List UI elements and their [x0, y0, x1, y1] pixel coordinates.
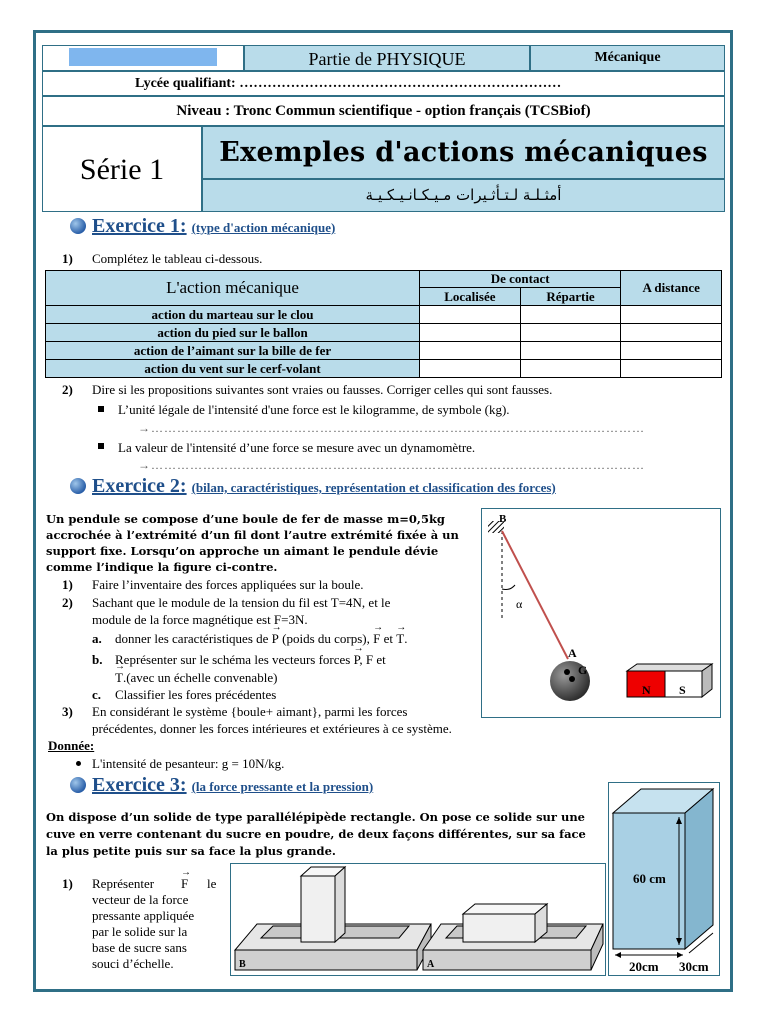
ex2-a-end: .	[404, 631, 408, 646]
ex1-answer-line-2[interactable]: →……………………………………………………………………………………………………	[138, 458, 645, 472]
table-cell[interactable]	[621, 342, 722, 360]
ex3-q1-line-1: vecteur de la force	[92, 892, 189, 907]
ex3-q1-line-5: souci d’échelle.	[92, 956, 174, 971]
ex3-title-text: Exercice 3:	[92, 774, 187, 796]
ex3-q1-num: 1)	[62, 876, 73, 891]
ex2-subtitle: (bilan, caractéristiques, représentation et classification des forces)	[191, 480, 556, 495]
solid-dimensions-figure	[608, 782, 720, 976]
ex1-prop2: La valeur de l'intensité d’une force se mesure avec un dynamomètre.	[118, 440, 476, 455]
header-serie: Série 1	[79, 153, 165, 186]
ex2-q3b: précédentes, donner les forces intérieures et extérieures à ce système.	[92, 721, 452, 736]
ex2-intro-2: accrochée à l’extrémité d’un fil dont l’autre extrémité fixée à un	[46, 528, 459, 542]
header-title: Exemples d'actions mécaniques	[219, 137, 708, 168]
ex1-subtitle: (type d'action mécanique)	[191, 220, 336, 235]
ex2-b-label: b.	[92, 652, 103, 667]
ex3-subtitle: (la force pressante et la pression)	[191, 779, 374, 794]
ex3-q1-line-3: par le solide sur la	[92, 924, 188, 939]
ex1-q2: Dire si les propositions suivantes sont vraies ou fausses. Corriger celles qui sont fausses.	[92, 382, 553, 397]
ex3-intro-1: On dispose d’un solide de type parallélépipède rectangle. On pose ce solide sur une	[46, 810, 586, 824]
ex1-table	[45, 270, 722, 378]
solid-b-front	[301, 876, 335, 942]
ex2-q2-num: 2)	[62, 595, 73, 610]
table-cell[interactable]	[520, 306, 621, 324]
ex2-c: Classifier les fores précédentes	[115, 687, 277, 702]
ex2-c-label: c.	[92, 687, 102, 702]
table-row	[46, 360, 722, 378]
placement-svg	[231, 864, 605, 975]
point-a-dot	[564, 669, 570, 675]
ex2-q1-num: 1)	[62, 577, 73, 592]
row-label: action du vent sur le cerf-volant	[46, 360, 420, 378]
label-b: B	[499, 513, 507, 525]
ex2-b	[115, 652, 386, 668]
header-logo-cell	[42, 45, 244, 71]
col-action-header: L'action mécanique	[46, 271, 420, 306]
col-localisee-header: Localisée	[420, 288, 521, 306]
col-repartie-header: Répartie	[520, 288, 621, 306]
ex2-q2b: module de la force magnétique est F=3N.	[92, 612, 308, 627]
table-cell[interactable]	[520, 360, 621, 378]
ex1-title-text: Exercice 1:	[92, 215, 187, 237]
lycee-dots: ……………………………………………………………	[239, 76, 562, 91]
col-contact-header: De contact	[420, 271, 621, 288]
vector-p: → P	[272, 631, 279, 647]
header-mecanique: Mécanique	[594, 50, 661, 65]
ex1-prop1: L’unité légale de l'intensité d'une force est le kilogramme, de symbole (kg).	[118, 402, 510, 417]
header-arabic-title: أمثـلـة لـتـأثـيرات مـيـكـانـيـكـيـة	[365, 186, 562, 204]
ex1-bullet-icon	[70, 218, 86, 234]
ex3-title	[92, 774, 373, 797]
ex1-q1: Complétez le tableau ci-dessous.	[92, 251, 263, 266]
ex2-b-et: et	[373, 652, 386, 667]
ex2-a-et: et	[380, 631, 397, 646]
table-row	[46, 324, 722, 342]
header-niveau-cell	[42, 96, 725, 126]
ex1-q1-num: 1)	[62, 251, 73, 266]
table-cell[interactable]	[420, 360, 521, 378]
row-label: action du pied sur le ballon	[46, 324, 420, 342]
ex2-a-mid: (poids du corps),	[278, 631, 374, 646]
ex2-a-label: a.	[92, 631, 102, 646]
solid-side-face	[685, 789, 713, 949]
col-distance-header: A distance	[621, 271, 722, 306]
table-cell[interactable]	[420, 306, 521, 324]
vector-t: → T	[115, 670, 123, 686]
solid-b-side	[335, 867, 345, 942]
table-cell[interactable]	[420, 342, 521, 360]
solid-a-front	[463, 914, 535, 942]
ex1-q2-num: 2)	[62, 382, 73, 397]
row-label: action de l’aimant sur la bille de fer	[46, 342, 420, 360]
ex2-g: L'intensité de pesanteur: g = 10N/kg.	[92, 756, 285, 771]
ex3-q1-line-0: Représenter	[92, 876, 155, 891]
ex3-q1-line-2: pressante appliquée	[92, 908, 195, 923]
vector-p-f: → P, F	[354, 652, 374, 668]
width-arrow-right	[677, 952, 683, 958]
header-mecanique-cell	[530, 45, 725, 71]
table-cell[interactable]	[621, 306, 722, 324]
ex3-q1-line-4: base de sucre sans	[92, 940, 187, 955]
vector-f: → F	[181, 876, 188, 892]
ex1-title	[92, 215, 335, 238]
label-a: A	[427, 959, 435, 970]
vector-t: → T	[396, 631, 404, 647]
ex1-answer-line-1[interactable]: →……………………………………………………………………………………………………	[138, 421, 645, 435]
table-row	[46, 342, 722, 360]
label-depth: 30cm	[679, 959, 709, 974]
header-partie: Partie de PHYSIQUE	[308, 49, 466, 69]
table-cell[interactable]	[420, 324, 521, 342]
ex2-b-text: Représenter sur le schéma les vecteurs forces	[115, 652, 354, 667]
header-lycee	[135, 76, 561, 92]
label-alpha: α	[516, 597, 523, 611]
pendulum-figure	[481, 508, 721, 718]
table-cell[interactable]	[520, 324, 621, 342]
label-n: N	[642, 683, 651, 697]
vector-f: → F	[373, 631, 380, 647]
ex2-b-line2	[115, 670, 277, 686]
ex3-intro-3: la plus petite puis sur sa face la plus grande.	[46, 844, 336, 858]
ex2-q2a: Sachant que le module de la tension du fil est T=4N, et le	[92, 595, 391, 610]
label-b: B	[239, 959, 246, 970]
label-g: G	[578, 663, 588, 677]
ex2-intro-1: Un pendule se compose d’une boule de fer de masse m=0,5kg	[46, 512, 445, 526]
cuve-b-front	[235, 950, 417, 970]
ex2-intro-4: comme l’indique la figure ci-contre.	[46, 560, 278, 574]
label-height: 60 cm	[633, 871, 666, 886]
sugar-placement-figure	[230, 863, 606, 976]
ex3-intro-2: cuve en verre contenant du sucre en poudre, de deux façons différentes, sur sa face	[46, 827, 586, 841]
ex2-title	[92, 475, 556, 498]
magnet-top-face	[627, 664, 712, 671]
ex2-title-text: Exercice 2:	[92, 475, 187, 497]
table-row	[46, 306, 722, 324]
ex2-b-end: .(avec un échelle convenable)	[122, 670, 278, 685]
table-cell[interactable]	[520, 342, 621, 360]
pendulum-thread	[502, 531, 568, 659]
header-lycee-cell	[42, 71, 725, 96]
width-arrow-left	[615, 952, 621, 958]
ex2-q3-num: 3)	[62, 704, 73, 719]
header-title-cell	[202, 126, 725, 179]
ex2-intro-3: support fixe. Lorsqu’on approche un aimant le pendule dévie	[46, 544, 439, 558]
ex2-a-text: donner les caractéristiques de	[115, 631, 272, 646]
header-logo-box	[69, 48, 217, 66]
table-cell[interactable]	[621, 324, 722, 342]
cuve-a-front	[423, 950, 591, 970]
ex2-donnee: Donnée:	[48, 738, 95, 753]
header-serie-cell	[42, 126, 202, 212]
solid-a-top	[463, 904, 547, 914]
ex2-q3a: En considérant le système {boule+ aimant}, parmi les forces	[92, 704, 408, 719]
ex2-q1: Faire l’inventaire des forces appliquées sur la boule.	[92, 577, 364, 592]
label-a: A	[568, 646, 577, 660]
ex3-bullet-icon	[70, 777, 86, 793]
ex2-a	[115, 631, 407, 647]
square-bullet-icon	[98, 406, 104, 412]
header-niveau: Niveau : Tronc Commun scientifique - option français (TCSBiof)	[176, 103, 591, 119]
ex3-q1-le: le	[207, 876, 217, 891]
angle-arc	[502, 585, 515, 590]
header-arabic-cell	[202, 179, 725, 212]
label-s: S	[679, 683, 686, 697]
table-cell[interactable]	[621, 360, 722, 378]
lycee-label: Lycée qualifiant:	[135, 76, 240, 91]
row-label: action du marteau sur le clou	[46, 306, 420, 324]
point-g-dot	[569, 676, 575, 682]
label-width: 20cm	[629, 959, 659, 974]
header-partie-cell	[244, 45, 530, 71]
square-bullet-icon	[98, 443, 104, 449]
dot-bullet-icon	[76, 761, 81, 766]
ex2-bullet-icon	[70, 478, 86, 494]
ex3-q1-vector-f	[181, 876, 188, 892]
